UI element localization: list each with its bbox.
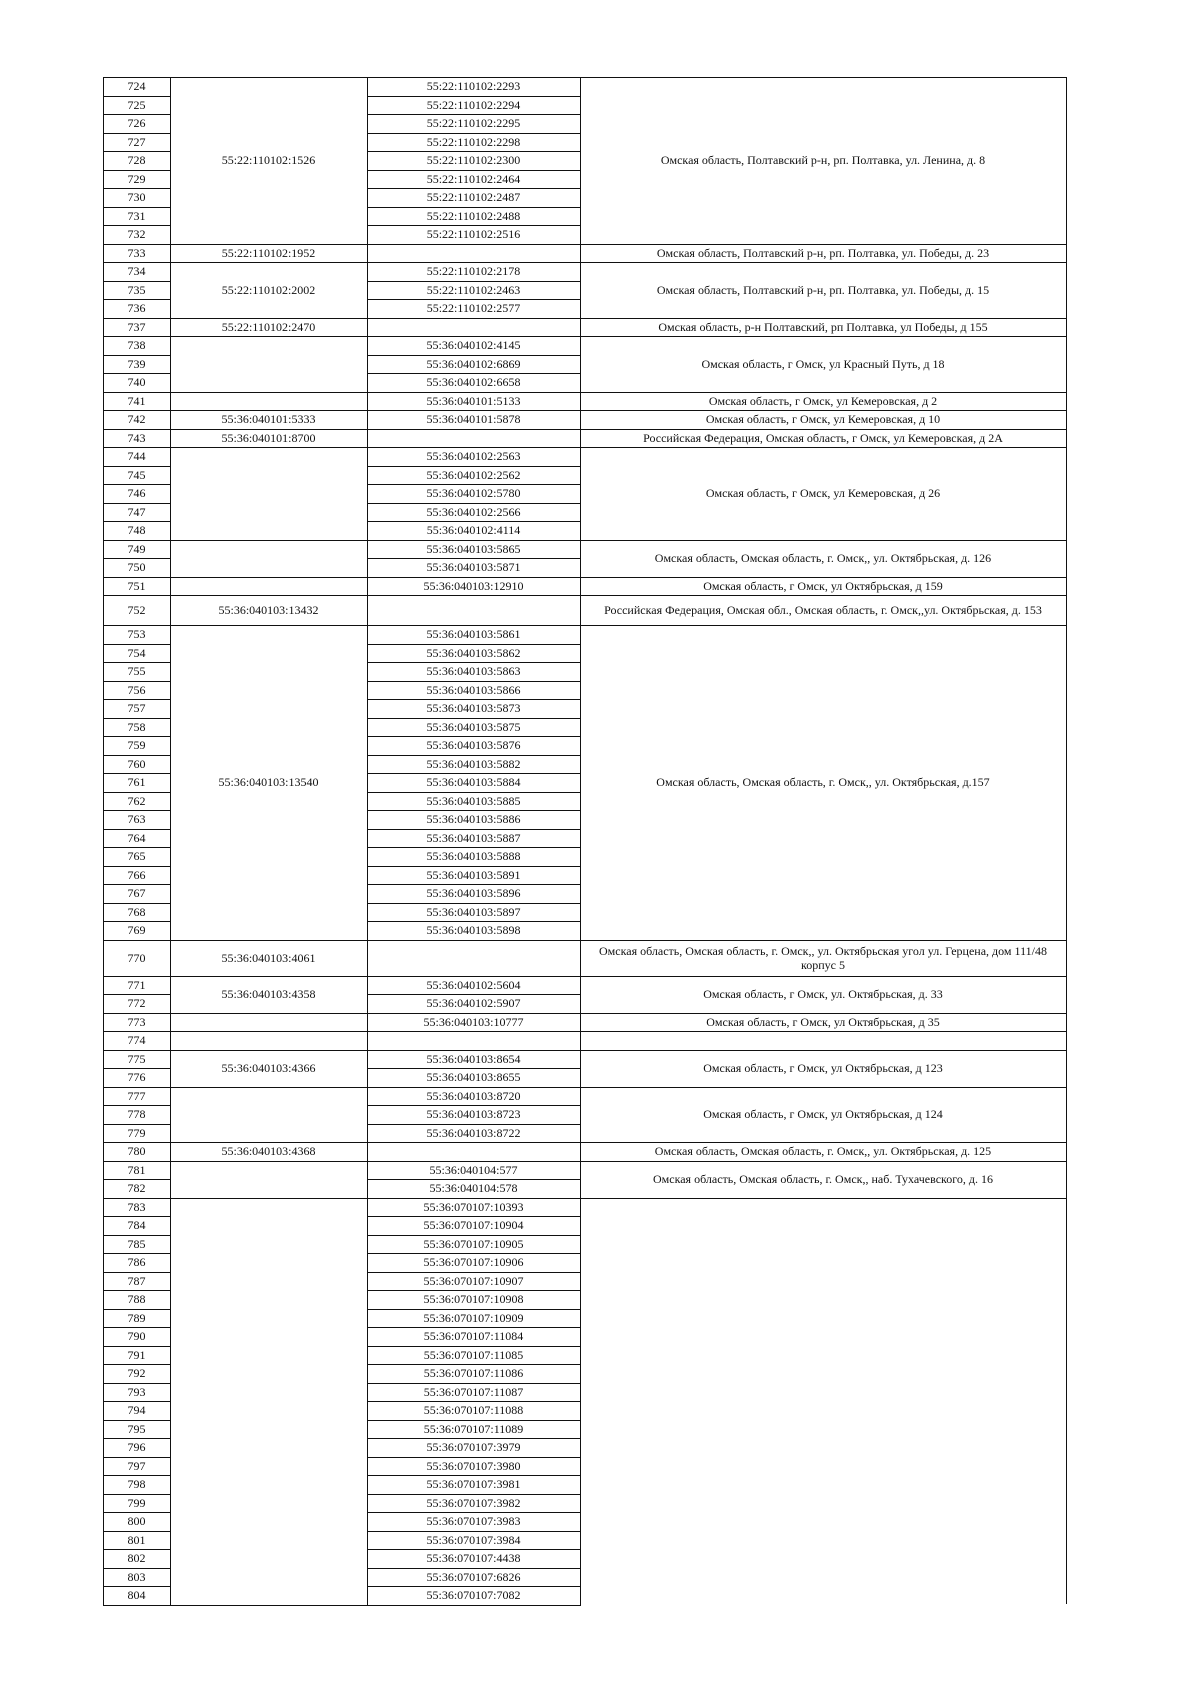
individual-cadastral-number: 55:36:070107:11087 <box>423 1384 524 1399</box>
row-number: 799 <box>127 1495 146 1510</box>
individual-cadastral-number: 55:36:040103:5887 <box>426 830 521 845</box>
object-cadastral-number <box>170 1087 367 1143</box>
individual-cadastral-number: 55:36:070107:11089 <box>423 1421 524 1436</box>
row-number: 798 <box>127 1477 146 1492</box>
individual-cadastral-number: 55:36:040103:5863 <box>426 664 521 679</box>
individual-cadastral-number: 55:22:110102:2488 <box>426 208 521 223</box>
individual-cadastral-number: 55:36:070107:11085 <box>423 1347 524 1362</box>
individual-cadastral-number: 55:36:040102:5780 <box>426 486 521 501</box>
row-number: 756 <box>127 682 146 697</box>
object-address: Омская область, Полтавский р-н, рп. Полтавка, ул. Ленина, д. 8 <box>660 153 986 168</box>
individual-cadastral-number: 55:36:040103:12910 <box>423 578 524 593</box>
individual-cadastral-number: 55:36:070107:11086 <box>423 1366 524 1381</box>
individual-cadastral-number: 55:36:040103:5891 <box>426 867 521 882</box>
row-number: 784 <box>127 1218 146 1233</box>
row-number: 752 <box>127 603 146 617</box>
individual-cadastral-number: 55:36:040103:5888 <box>426 849 521 864</box>
table-rule <box>103 77 104 1606</box>
row-number: 765 <box>127 849 146 864</box>
individual-cadastral-number: 55:36:040103:8654 <box>426 1051 521 1066</box>
row-number: 778 <box>127 1107 146 1122</box>
row-number: 790 <box>127 1329 146 1344</box>
object-address: Омская область, Омская область, г. Омск,, наб. Тухачевского, д. 16 <box>653 1172 993 1186</box>
row-number: 791 <box>127 1347 146 1362</box>
individual-cadastral-number: 55:36:070107:3983 <box>426 1514 521 1529</box>
row-number: 780 <box>127 1144 146 1159</box>
object-address: Омская область, г Омск, ул Красный Путь, д 18 <box>701 356 945 371</box>
object-cadastral-number: 55:36:040103:4358 <box>221 987 316 1001</box>
row-number: 772 <box>127 996 146 1011</box>
individual-cadastral-number: 55:36:040103:5871 <box>426 560 521 575</box>
row-number: 759 <box>127 738 146 753</box>
row-number: 782 <box>127 1181 146 1196</box>
individual-cadastral-number: 55:36:040102:2566 <box>426 504 521 519</box>
individual-cadastral-number <box>367 1031 580 1050</box>
object-cadastral-number: 55:22:110102:1526 <box>221 153 316 168</box>
object-cadastral-number: 55:36:040101:5333 <box>221 412 316 427</box>
row-number: 783 <box>127 1199 146 1214</box>
row-number: 775 <box>127 1051 146 1066</box>
object-address: Омская область, Омская область, г. Омск,, ул. Октябрьская, д. 125 <box>654 1144 992 1159</box>
object-cadastral-number <box>170 1161 367 1198</box>
row-number: 781 <box>127 1162 146 1177</box>
table-rule <box>170 1605 367 1606</box>
object-address: Омская область, г Омск, ул Октябрьская, д 159 <box>703 578 943 593</box>
row-number: 737 <box>127 319 146 334</box>
individual-cadastral-number: 55:36:040103:5886 <box>426 812 521 827</box>
object-address: Омская область, Омская область, г. Омск,, ул. Октябрьская, д.157 <box>656 775 990 790</box>
row-number: 767 <box>127 886 146 901</box>
object-cadastral-number: 55:36:040103:4366 <box>221 1061 316 1075</box>
row-number: 733 <box>127 245 146 260</box>
row-number: 726 <box>127 116 146 131</box>
table-rule <box>367 77 368 1606</box>
individual-cadastral-number: 55:36:070107:11088 <box>423 1403 524 1418</box>
individual-cadastral-number: 55:36:040103:8723 <box>426 1107 521 1122</box>
row-number: 724 <box>127 79 146 94</box>
table-rule <box>103 1605 170 1606</box>
row-number: 804 <box>127 1588 146 1603</box>
individual-cadastral-number: 55:36:040103:8720 <box>426 1088 521 1103</box>
object-address: Омская область, г Омск, ул Октябрьская, д 123 <box>703 1061 943 1075</box>
object-cadastral-number: 55:22:110102:2002 <box>221 282 316 297</box>
table-rule <box>170 77 171 1606</box>
individual-cadastral-number: 55:36:070107:10905 <box>423 1236 524 1251</box>
individual-cadastral-number: 55:36:070107:10907 <box>423 1273 524 1288</box>
individual-cadastral-number: 55:22:110102:2294 <box>426 97 521 112</box>
individual-cadastral-number: 55:36:040103:5866 <box>426 682 521 697</box>
individual-cadastral-number: 55:36:040103:5885 <box>426 793 521 808</box>
individual-cadastral-number: 55:36:040101:5878 <box>426 412 521 427</box>
individual-cadastral-number: 55:36:040103:5898 <box>426 923 521 938</box>
object-cadastral-number <box>170 577 367 596</box>
row-number: 729 <box>127 171 146 186</box>
individual-cadastral-number: 55:36:070107:3984 <box>426 1532 521 1547</box>
individual-cadastral-number: 55:22:110102:2516 <box>426 227 521 242</box>
row-number: 758 <box>127 719 146 734</box>
individual-cadastral-number <box>367 244 580 263</box>
row-number: 739 <box>127 356 146 371</box>
object-cadastral-number: 55:36:040103:4368 <box>221 1144 316 1159</box>
individual-cadastral-number: 55:22:110102:2293 <box>426 79 521 94</box>
individual-cadastral-number: 55:36:040103:10777 <box>423 1014 524 1029</box>
individual-cadastral-number <box>367 940 580 976</box>
individual-cadastral-number: 55:36:040103:5865 <box>426 541 521 556</box>
row-number: 727 <box>127 134 146 149</box>
object-cadastral-number: 55:22:110102:2470 <box>221 319 316 334</box>
individual-cadastral-number <box>367 595 580 625</box>
individual-cadastral-number: 55:36:040101:5133 <box>426 393 521 408</box>
individual-cadastral-number: 55:36:040103:5896 <box>426 886 521 901</box>
individual-cadastral-number: 55:36:070107:10906 <box>423 1255 524 1270</box>
row-number: 779 <box>127 1125 146 1140</box>
individual-cadastral-number: 55:22:110102:2300 <box>426 153 521 168</box>
object-address: Омская область, Полтавский р-н, рп. Полтавка, ул. Победы, д. 23 <box>656 245 990 260</box>
row-number: 747 <box>127 504 146 519</box>
object-address: Омская область, г Омск, ул Октябрьская, д 35 <box>706 1014 940 1029</box>
individual-cadastral-number: 55:22:110102:2487 <box>426 190 521 205</box>
object-cadastral-number <box>170 1013 367 1032</box>
row-number: 750 <box>127 560 146 575</box>
individual-cadastral-number: 55:36:070107:10904 <box>423 1218 524 1233</box>
row-number: 771 <box>127 977 146 992</box>
row-number: 744 <box>127 449 146 464</box>
row-number: 792 <box>127 1366 146 1381</box>
row-number: 800 <box>127 1514 146 1529</box>
row-number: 796 <box>127 1440 146 1455</box>
row-number: 762 <box>127 793 146 808</box>
individual-cadastral-number: 55:22:110102:2464 <box>426 171 521 186</box>
individual-cadastral-number: 55:22:110102:2463 <box>426 282 521 297</box>
individual-cadastral-number: 55:36:070107:3982 <box>426 1495 521 1510</box>
individual-cadastral-number: 55:36:070107:10909 <box>423 1310 524 1325</box>
individual-cadastral-number: 55:36:040102:6869 <box>426 356 521 371</box>
row-number: 735 <box>127 282 146 297</box>
individual-cadastral-number: 55:36:040103:5873 <box>426 701 521 716</box>
object-cadastral-number <box>170 392 367 411</box>
individual-cadastral-number: 55:22:110102:2295 <box>426 116 521 131</box>
row-number: 801 <box>127 1532 146 1547</box>
row-number: 730 <box>127 190 146 205</box>
row-number: 745 <box>127 467 146 482</box>
object-address: Российская Федерация, Омская обл., Омская область, г. Омск,,ул. Октябрьская, д. 153 <box>604 603 1042 617</box>
row-number: 786 <box>127 1255 146 1270</box>
object-cadastral-number: 55:36:040103:4061 <box>221 950 316 965</box>
row-number: 793 <box>127 1384 146 1399</box>
individual-cadastral-number: 55:22:110102:2577 <box>426 301 521 316</box>
individual-cadastral-number: 55:36:040103:5875 <box>426 719 521 734</box>
row-number: 734 <box>127 264 146 279</box>
row-number: 787 <box>127 1273 146 1288</box>
row-number: 766 <box>127 867 146 882</box>
object-cadastral-number: 55:36:040103:13540 <box>218 775 319 790</box>
row-number: 777 <box>127 1088 146 1103</box>
object-address <box>580 1031 1066 1050</box>
individual-cadastral-number: 55:36:040103:5897 <box>426 904 521 919</box>
row-number: 773 <box>127 1014 146 1029</box>
object-address: Омская область, Омская область, г. Омск,, ул. Октябрьская, д. 126 <box>654 551 992 565</box>
row-number: 803 <box>127 1569 146 1584</box>
object-cadastral-number: 55:36:040101:8700 <box>221 430 316 445</box>
individual-cadastral-number: 55:36:040102:2562 <box>426 467 521 482</box>
row-number: 738 <box>127 338 146 353</box>
object-address: Омская область, г Омск, ул. Октябрьская, д. 33 <box>703 987 943 1001</box>
object-address: Омская область, р-н Полтавский, рп Полтавка, ул Победы, д 155 <box>658 319 988 334</box>
object-cadastral-number <box>170 336 367 392</box>
row-number: 754 <box>127 645 146 660</box>
individual-cadastral-number: 55:36:070107:11084 <box>423 1329 524 1344</box>
row-number: 760 <box>127 756 146 771</box>
row-number: 728 <box>127 153 146 168</box>
row-number: 753 <box>127 627 146 642</box>
individual-cadastral-number: 55:22:110102:2178 <box>426 264 521 279</box>
row-number: 789 <box>127 1310 146 1325</box>
individual-cadastral-number: 55:36:040102:5604 <box>426 977 521 992</box>
individual-cadastral-number: 55:36:070107:4438 <box>426 1551 521 1566</box>
object-cadastral-number <box>170 1198 367 1605</box>
row-number: 731 <box>127 208 146 223</box>
row-number: 749 <box>127 541 146 556</box>
row-number: 732 <box>127 227 146 242</box>
row-number: 755 <box>127 664 146 679</box>
table-rule <box>367 1605 580 1606</box>
individual-cadastral-number: 55:36:070107:3980 <box>426 1458 521 1473</box>
individual-cadastral-number: 55:36:040103:5876 <box>426 738 521 753</box>
row-number: 742 <box>127 412 146 427</box>
row-number: 776 <box>127 1070 146 1085</box>
table-rule <box>580 77 581 1606</box>
object-address: Омская область, г Омск, ул Октябрьская, д 124 <box>703 1107 943 1122</box>
row-number: 741 <box>127 393 146 408</box>
row-number: 764 <box>127 830 146 845</box>
individual-cadastral-number: 55:36:070107:7082 <box>426 1588 521 1603</box>
individual-cadastral-number: 55:36:040103:8655 <box>426 1070 521 1085</box>
row-number: 802 <box>127 1551 146 1566</box>
individual-cadastral-number: 55:36:040103:5861 <box>426 627 521 642</box>
row-number: 770 <box>127 950 146 965</box>
row-number: 725 <box>127 97 146 112</box>
row-number: 788 <box>127 1292 146 1307</box>
individual-cadastral-number: 55:36:040103:8722 <box>426 1125 521 1140</box>
individual-cadastral-number <box>367 1142 580 1161</box>
individual-cadastral-number: 55:36:070107:10393 <box>423 1199 524 1214</box>
row-number: 769 <box>127 923 146 938</box>
row-number: 736 <box>127 301 146 316</box>
row-number: 763 <box>127 812 146 827</box>
object-cadastral-number: 55:36:040103:13432 <box>218 603 319 617</box>
individual-cadastral-number: 55:36:040102:4145 <box>426 338 521 353</box>
individual-cadastral-number: 55:36:040104:578 <box>429 1181 518 1196</box>
object-cadastral-number <box>170 447 367 540</box>
row-number: 797 <box>127 1458 146 1473</box>
individual-cadastral-number: 55:36:040104:577 <box>429 1162 518 1177</box>
individual-cadastral-number: 55:36:040103:5884 <box>426 775 521 790</box>
row-number: 774 <box>127 1033 146 1048</box>
object-address: Омская область, г Омск, ул Кемеровская, д 26 <box>705 486 941 501</box>
row-number: 795 <box>127 1421 146 1436</box>
row-number: 740 <box>127 375 146 390</box>
row-number: 748 <box>127 523 146 538</box>
individual-cadastral-number: 55:36:040102:4114 <box>426 523 521 538</box>
object-cadastral-number <box>170 1031 367 1050</box>
individual-cadastral-number: 55:36:040103:5882 <box>426 756 521 771</box>
row-number: 757 <box>127 701 146 716</box>
individual-cadastral-number: 55:36:070107:3979 <box>426 1440 521 1455</box>
individual-cadastral-number: 55:36:070107:10908 <box>423 1292 524 1307</box>
row-number: 761 <box>127 775 146 790</box>
individual-cadastral-number: 55:36:040102:6658 <box>426 375 521 390</box>
row-number: 746 <box>127 486 146 501</box>
row-number: 743 <box>127 430 146 445</box>
individual-cadastral-number <box>367 429 580 448</box>
row-number: 768 <box>127 904 146 919</box>
individual-cadastral-number: 55:36:040103:5862 <box>426 645 521 660</box>
individual-cadastral-number: 55:36:070107:6826 <box>426 1569 521 1584</box>
table-rule <box>1066 77 1067 1604</box>
object-address: Российская Федерация, Омская область, г Омск, ул Кемеровская, д 2А <box>643 430 1003 445</box>
object-cadastral-number: 55:22:110102:1952 <box>221 245 316 260</box>
individual-cadastral-number: 55:36:070107:3981 <box>426 1477 521 1492</box>
object-address <box>580 1198 1066 1605</box>
row-number: 751 <box>127 578 146 593</box>
individual-cadastral-number <box>367 318 580 337</box>
individual-cadastral-number: 55:36:040102:5907 <box>426 996 521 1011</box>
row-number: 785 <box>127 1236 146 1251</box>
object-cadastral-number <box>170 540 367 577</box>
individual-cadastral-number: 55:22:110102:2298 <box>426 134 521 149</box>
object-address: Омская область, г Омск, ул Кемеровская, д 10 <box>705 412 941 427</box>
object-address: Омская область, г Омск, ул Кемеровская, д 2 <box>708 393 938 408</box>
object-address: Омская область, Омская область, г. Омск,, ул. Октябрьская угол ул. Герцена, дом 111/48 корпус 5 <box>599 943 1047 972</box>
row-number: 794 <box>127 1403 146 1418</box>
individual-cadastral-number: 55:36:040102:2563 <box>426 449 521 464</box>
object-address: Омская область, Полтавский р-н, рп. Полтавка, ул. Победы, д. 15 <box>656 282 990 297</box>
